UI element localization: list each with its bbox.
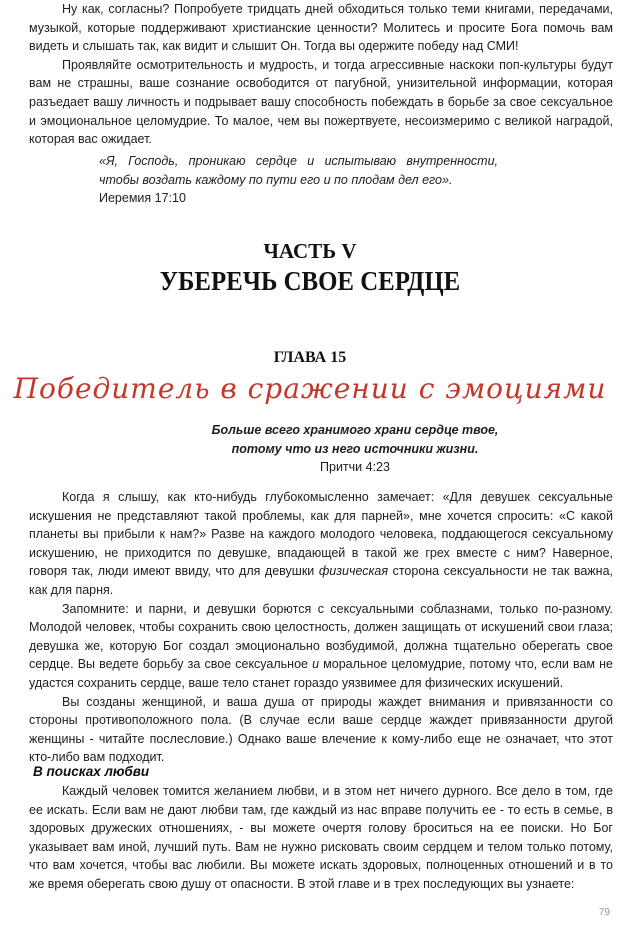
paragraph bbox=[29, 600, 613, 693]
quote-text: «Я, Господь, проникаю сердце и испытываю внутренности, чтобы воздать каждому по пути его и по плодам дел его». bbox=[99, 154, 498, 187]
epigraph-reference: Притчи 4:23 bbox=[320, 460, 390, 475]
paragraph: Вы созданы женщиной, и ваша душа от природы жаждет внимания и привязанности со стороны противоположного пола. (В случае если ваше сердце жаждет привязанности другой женщины - читайте послесловие.) Однако ваше влечение к кому-либо еще не означает, что этот кто-либо вам подходит. bbox=[29, 694, 613, 765]
page-number: 79 bbox=[598, 907, 610, 918]
scripture-quote bbox=[99, 152, 498, 208]
part-title: УБЕРЕЧЬ СВОЕ СЕРДЦЕ bbox=[159, 266, 461, 296]
epigraph bbox=[210, 421, 500, 477]
section-heading: В поисках любви bbox=[33, 764, 150, 779]
chapter-label: ГЛАВА 15 bbox=[273, 349, 347, 366]
quote-reference: Иеремия 17:10 bbox=[99, 191, 186, 206]
text-run: Когда я слышу, как кто-нибудь глубокомысленно замечает: «Для девушек сексуальные искушения не представляют такой проблемы, как для парней», мне хочется спросить: «С какой планеты вы прибыли к нам?» Разве на каждого молодого человека, поддающегося сексуальному искушению, не приходится по девушке, впадающей в такой же грех вместе с ним? Наверное, говоря так, люди имеют ввиду, что для девушки bbox=[29, 490, 613, 579]
text-run: сторона сексуальности не так важна, как для парня. bbox=[29, 564, 613, 597]
paragraph: Каждый человек томится желанием любви, и в этом нет ничего дурного. Все дело в том, где ее искать. Если вам не дают любви там, где каждый из нас вправе получить ее - то есть в семье, в здоровых дружеских отношениях, - вы можете очертя голову броситься на ее поиски. Но Бог указывает вам иной, лучший путь. Вам не нужно рисковать своим сердцем и телом только потому, что вам хочется, чтобы вас любили. Вы можете искать здоровых, полноценных отношений и в то же время оберегать свою душу от опасности. В этой главе и в трех последующих вы узнаете: bbox=[29, 784, 613, 891]
part-label: ЧАСТЬ V bbox=[263, 239, 357, 263]
text-run: моральное целомудрие, потому что, если вам не удастся сохранить сердце, ваше тело станет гораздо уязвимее для физических искушений. bbox=[29, 657, 613, 690]
paragraph: Проявляйте осмотрительность и мудрость, и тогда агрессивные наскоки поп-культуры будут вам не страшны, ваше сознание освободится от пагубной, унизительной информации, которая разъедает вашу личность и подрывает вашу способность побеждать в борьбе за свое сексуальное и эмоциональное целомудрие. То малое, чем вы пожертвуете, несоизмеримо с великой наградой, которая вас ожидает. bbox=[29, 57, 613, 147]
paragraph: Ну как, согласны? Попробуете тридцать дней обходиться только теми книгами, передачами, музыкой, которые поддерживают христианские ценности? Молитесь и просите Бога помочь вам видеть и слышать так, как видит и слышит Он. Тогда вы одержите победу над СМИ! bbox=[29, 2, 613, 54]
section-text-block bbox=[29, 782, 613, 894]
emphasis: физическая bbox=[318, 564, 389, 579]
chapter-title: Победитель в сражении с эмоциями bbox=[13, 372, 607, 405]
body-text-block bbox=[29, 488, 613, 767]
top-text-block bbox=[29, 0, 613, 149]
emphasis: и bbox=[312, 657, 320, 672]
epigraph-text: Больше всего хранимого храни сердце твое, потому что из него источники жизни. bbox=[211, 423, 499, 456]
text-run: Запомните: и парни, и девушки борются с сексуальными соблазнами, только по-разному. Молодой человек, чтобы сохранить свою целостность, должен защищать от искушений свои глаза; девушка же, которую Бог создал эмоционально возбудимой, должна тщательно оберегать свое сердце. Вы ведете борьбу за свое сексуальное bbox=[29, 601, 613, 672]
paragraph bbox=[29, 488, 613, 600]
